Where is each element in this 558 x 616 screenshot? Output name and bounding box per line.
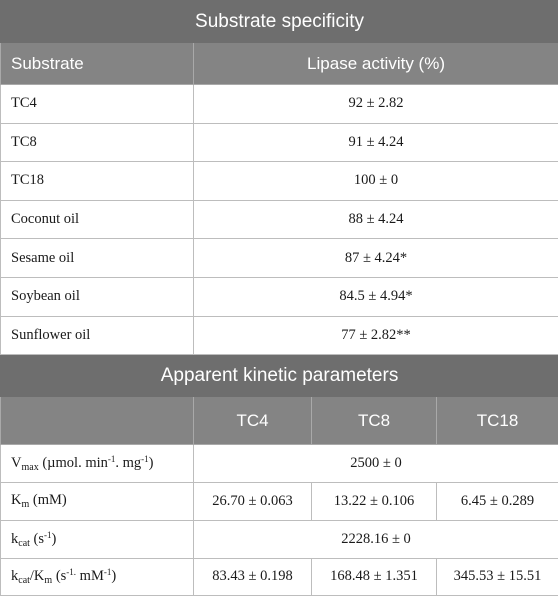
tc8-column-header: TC8 bbox=[312, 397, 437, 445]
km-tc4-value: 26.70 ± 0.063 bbox=[194, 482, 312, 520]
substrate-cell: TC4 bbox=[1, 85, 194, 124]
activity-cell: 100 ± 0 bbox=[194, 162, 558, 201]
kcat-km-tc18-value: 345.53 ± 15.51 bbox=[437, 558, 558, 596]
km-tc18-value: 6.45 ± 0.289 bbox=[437, 482, 558, 520]
table-row bbox=[1, 85, 558, 124]
table-row bbox=[1, 558, 558, 596]
table-row bbox=[1, 277, 558, 316]
lipase-activity-column-header: Lipase activity (%) bbox=[194, 43, 558, 85]
substrate-cell: Sesame oil bbox=[1, 239, 194, 278]
kcat-km-tc4-value: 83.43 ± 0.198 bbox=[194, 558, 312, 596]
table-row bbox=[1, 162, 558, 201]
table-row bbox=[1, 445, 558, 483]
kcat-label: $k_{cat}$ $(s^{-1})$ bbox=[1, 520, 194, 558]
activity-cell: 77 ± 2.82** bbox=[194, 316, 558, 355]
kinetic-parameters-title: Apparent kinetic parameters bbox=[1, 355, 558, 397]
substrate-cell: Soybean oil bbox=[1, 277, 194, 316]
table-row bbox=[1, 200, 558, 239]
substrate-column-header: Substrate bbox=[1, 43, 194, 85]
km-tc8-value: 13.22 ± 0.106 bbox=[312, 482, 437, 520]
km-label: $K_m$ (mM) bbox=[1, 482, 194, 520]
kcat-value: 2228.16 ± 0 bbox=[194, 520, 558, 558]
vmax-value: 2500 ± 0 bbox=[194, 445, 558, 483]
kcat-km-tc8-value: 168.48 ± 1.351 bbox=[312, 558, 437, 596]
activity-cell: 87 ± 4.24* bbox=[194, 239, 558, 278]
kcat-km-label: $k_{cat}/K_m$ ($s^{-1.}$ $mM^{-1}$) bbox=[1, 558, 194, 596]
activity-cell: 84.5 ± 4.94* bbox=[194, 277, 558, 316]
table-row bbox=[1, 123, 558, 162]
substrate-cell: TC18 bbox=[1, 162, 194, 201]
vmax-label: $V_{max}$ (µmol. $\min^{-1}$. $mg^{-1}$) bbox=[1, 445, 194, 483]
table-row bbox=[1, 482, 558, 520]
table-row bbox=[1, 239, 558, 278]
parameter-header-blank bbox=[1, 397, 194, 445]
tc4-column-header: TC4 bbox=[194, 397, 312, 445]
substrate-cell: TC8 bbox=[1, 123, 194, 162]
substrate-specificity-title: Substrate specificity bbox=[1, 1, 558, 43]
activity-cell: 92 ± 2.82 bbox=[194, 85, 558, 124]
tc18-column-header: TC18 bbox=[437, 397, 558, 445]
activity-cell: 88 ± 4.24 bbox=[194, 200, 558, 239]
table-row bbox=[1, 520, 558, 558]
activity-cell: 91 ± 4.24 bbox=[194, 123, 558, 162]
substrate-cell: Coconut oil bbox=[1, 200, 194, 239]
substrate-cell: Sunflower oil bbox=[1, 316, 194, 355]
table-row bbox=[1, 316, 558, 355]
